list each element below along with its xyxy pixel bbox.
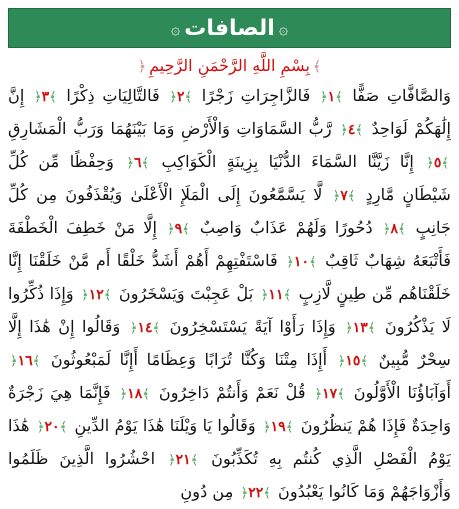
ayah-number: ١ <box>327 89 336 105</box>
basmala <box>0 56 459 75</box>
ayah-text: فَإِنَّمَا هِيَ زَجْرَةٌ وَاحِدَةٌ فَإِذَا هُمْ يَنظُرُونَ <box>8 383 452 435</box>
marker-bracket-icon: ﴾ <box>283 288 292 303</box>
ornament-right-icon: ۞ <box>170 18 181 38</box>
surah-title: الصافات <box>184 15 275 41</box>
marker-bracket-icon: ﴿ <box>81 288 89 303</box>
marker-bracket-icon: ﴿ <box>345 321 353 336</box>
ayah-number-marker <box>263 412 293 443</box>
marker-bracket-icon: ﴿ <box>36 420 45 435</box>
ayah-number: ٩ <box>174 221 183 237</box>
marker-bracket-icon: ﴿ <box>337 354 346 369</box>
ayah-number-marker <box>126 148 149 179</box>
ayah-number: ١٢ <box>88 287 104 303</box>
marker-bracket-icon: ﴾ <box>367 321 376 336</box>
marker-bracket-icon: ﴾ <box>263 486 271 501</box>
ayah-number-marker <box>383 214 406 245</box>
ayah-number-marker <box>34 82 57 113</box>
marker-bracket-icon: ﴿ <box>129 321 138 336</box>
ornament-left-icon: ۞ <box>278 18 289 38</box>
marker-bracket-icon: ﴾ <box>152 321 161 336</box>
ayah-number: ١٨ <box>127 386 143 402</box>
ayah-text: قُلْ نَعَمْ وَأَنتُمْ دَاخِرُونَ <box>158 383 306 402</box>
marker-bracket-icon: ﴿ <box>167 222 175 237</box>
marker-bracket-icon: ﴿ <box>382 222 391 237</box>
ayah-number-marker <box>333 181 356 212</box>
marker-bracket-icon: ﴾ <box>49 90 57 105</box>
ayah-number: ١٠ <box>293 254 309 270</box>
marker-bracket-icon: ﴿ <box>332 189 341 204</box>
surah-header <box>8 8 451 48</box>
marker-bracket-icon: ﴾ <box>397 222 406 237</box>
marker-bracket-icon: ﴿ <box>10 354 18 369</box>
marker-bracket-icon: ﴿ <box>286 255 294 270</box>
ayah-number: ١١ <box>268 287 284 303</box>
marker-bracket-icon: ﴾ <box>285 420 294 435</box>
ayah-text: وَإِذَا رَأَوْا آيَةً يَسْتَسْخِرُونَ <box>169 317 336 336</box>
ayah-number: ١٤ <box>137 320 153 336</box>
ayah-number: ٢٢ <box>248 485 264 501</box>
ayah-text: فَاسْتَفْتِهِمْ أَهُمْ أَشَدُّ خَلْقًا أَم مَّنْ خَلَقْنَا إِنَّا خَلَقْنَاهُم مِّن طِينٍ لَّازِبٍ <box>8 251 451 303</box>
marker-bracket-icon: ﴿ <box>340 123 348 138</box>
ayah-number: ١٦ <box>17 353 33 369</box>
ayah-text: وَقَالُوا إِنْ هَٰذَا إِلَّا سِحْرٌ مُّبِينٌ <box>8 317 451 369</box>
marker-bracket-icon: ﴾ <box>141 156 150 171</box>
ayah-number: ٧ <box>340 188 348 204</box>
ayah-text: أَوَآبَاؤُنَا الْأَوَّلُونَ <box>353 383 451 402</box>
marker-bracket-icon: ﴾ <box>32 354 41 369</box>
marker-bracket-icon: ﴿ <box>169 90 177 105</box>
ayah-number-marker <box>241 478 271 509</box>
ayah-text: أَإِذَا مِتْنَا وَكُنَّا تُرَابًا وَعِظَامًا أَإِنَّا لَمَبْعُوثُونَ <box>50 350 328 369</box>
ayah-text: إِنَّ إِلَٰهَكُمْ لَوَاحِدٌ <box>8 86 451 138</box>
ayah-number: ٢١ <box>175 452 191 468</box>
ayah-text: لَّا يَسَّمَّعُونَ إِلَى الْمَلَإِ الْأَعْلَىٰ وَيُقْذَفُونَ مِن كُلِّ جَانِبٍ <box>8 185 451 237</box>
ayah-number-marker <box>338 346 368 377</box>
ayah-number: ٣ <box>41 89 50 105</box>
marker-bracket-icon: ﴾ <box>335 90 343 105</box>
ayah-text: وَإِذَا ذُكِّرُوا لَا يَذْكُرُونَ <box>8 284 451 336</box>
marker-bracket-icon: ﴾ <box>337 387 345 402</box>
ayah-number-marker <box>320 82 343 113</box>
ayah-number: ٦ <box>133 155 142 171</box>
ayah-text: فَالزَّاجِرَاتِ زَجْرًا <box>201 86 311 105</box>
marker-bracket-icon: ﴾ <box>182 222 190 237</box>
ayah-number-marker <box>340 115 363 146</box>
ayah-number-marker <box>81 280 111 311</box>
marker-bracket-icon: ﴿ <box>426 156 434 171</box>
ayah-number: ٥ <box>433 155 442 171</box>
ayah-text: احْشُرُوا الَّذِينَ ظَلَمُوا وَأَزْوَاجَهُمْ وَمَا كَانُوا يَعْبُدُونَ <box>8 449 451 501</box>
ayah-text: وَقَالُوا يَا وَيْلَنَا هَٰذَا يَوْمُ الدِّينِ <box>74 416 256 435</box>
ayah-number-marker <box>167 214 190 245</box>
ayah-number-marker <box>169 82 192 113</box>
ayah-number: ١٧ <box>322 386 338 402</box>
marker-bracket-icon: ﴾ <box>59 420 68 435</box>
ayah-text: وَالصَّافَّاتِ صَفًّا <box>352 86 451 105</box>
basmala-ornament-icon: ﴿ <box>137 59 147 75</box>
ayah-text: رَّبُّ السَّمَاوَاتِ وَالْأَرْضِ وَمَا بَيْنَهُمَا وَرَبُّ الْمَشَارِقِ <box>8 119 332 138</box>
marker-bracket-icon: ﴾ <box>308 255 317 270</box>
marker-bracket-icon: ﴾ <box>190 453 199 468</box>
marker-bracket-icon: ﴿ <box>167 453 176 468</box>
ayah-number: ٢ <box>177 89 185 105</box>
marker-bracket-icon: ﴿ <box>119 387 128 402</box>
marker-bracket-icon: ﴾ <box>360 354 369 369</box>
basmala-text: بِسْمِ اللَّهِ الرَّحْمَنِ الرَّحِيمِ <box>149 56 310 75</box>
ayah-text: مِن دُونِ <box>180 482 234 501</box>
ayah-text: وَحِفْظًا مِّن كُلِّ شَيْطَانٍ مَّارِدٍ <box>8 152 451 204</box>
ayah-text: بَلْ عَجِبْتَ وَيَسْخَرُونَ <box>118 284 254 303</box>
marker-bracket-icon: ﴿ <box>319 90 328 105</box>
marker-bracket-icon: ﴾ <box>355 123 364 138</box>
ayah-number: ٤ <box>347 122 356 138</box>
marker-bracket-icon: ﴿ <box>240 486 249 501</box>
ayah-number: ٨ <box>390 221 398 237</box>
ayah-text: إِنَّا زَيَّنَّا السَّمَاءَ الدُّنْيَا بِزِينَةٍ الْكَوَاكِبِ <box>161 152 414 171</box>
ayah-number-marker <box>345 313 375 344</box>
ayah-number: ١٣ <box>352 320 368 336</box>
marker-bracket-icon: ﴾ <box>103 288 112 303</box>
ayah-number-marker <box>10 346 40 377</box>
ayah-number: ١٩ <box>270 419 286 435</box>
marker-bracket-icon: ﴾ <box>184 90 193 105</box>
basmala-ornament-icon: ﴾ <box>312 59 322 75</box>
marker-bracket-icon: ﴿ <box>260 288 269 303</box>
ayah-text-body <box>8 80 452 501</box>
marker-bracket-icon: ﴿ <box>263 420 271 435</box>
ayah-text: إِلَّا مَنْ خَطِفَ الْخَطْفَةَ فَأَتْبَعَهُ شِهَابٌ ثَاقِبٌ <box>8 218 451 270</box>
ayah-text: هَٰذَا يَوْمُ الْفَصْلِ الَّذِي كُنتُم بِهِ تُكَذِّبُونَ <box>8 416 451 468</box>
ayah-number-marker <box>37 412 67 443</box>
marker-bracket-icon: ﴿ <box>314 387 323 402</box>
marker-bracket-icon: ﴾ <box>347 189 356 204</box>
ayah-number-marker <box>315 379 345 410</box>
marker-bracket-icon: ﴾ <box>142 387 150 402</box>
marker-bracket-icon: ﴿ <box>126 156 134 171</box>
marker-bracket-icon: ﴿ <box>34 90 42 105</box>
ayah-number: ١٥ <box>345 353 361 369</box>
ayah-number-marker <box>426 148 449 179</box>
ayah-number-marker <box>168 445 198 476</box>
ayah-number-marker <box>261 280 291 311</box>
ayah-number-marker <box>130 313 160 344</box>
ayah-number: ٢٠ <box>44 419 60 435</box>
marker-bracket-icon: ﴾ <box>441 156 449 171</box>
ayah-text: دُحُورًا وَلَهُمْ عَذَابٌ وَاصِبٌ <box>199 218 373 237</box>
ayah-number-marker <box>120 379 150 410</box>
ayah-number-marker <box>286 247 316 278</box>
ayah-text: فَالتَّالِيَاتِ ذِكْرًا <box>66 86 160 105</box>
